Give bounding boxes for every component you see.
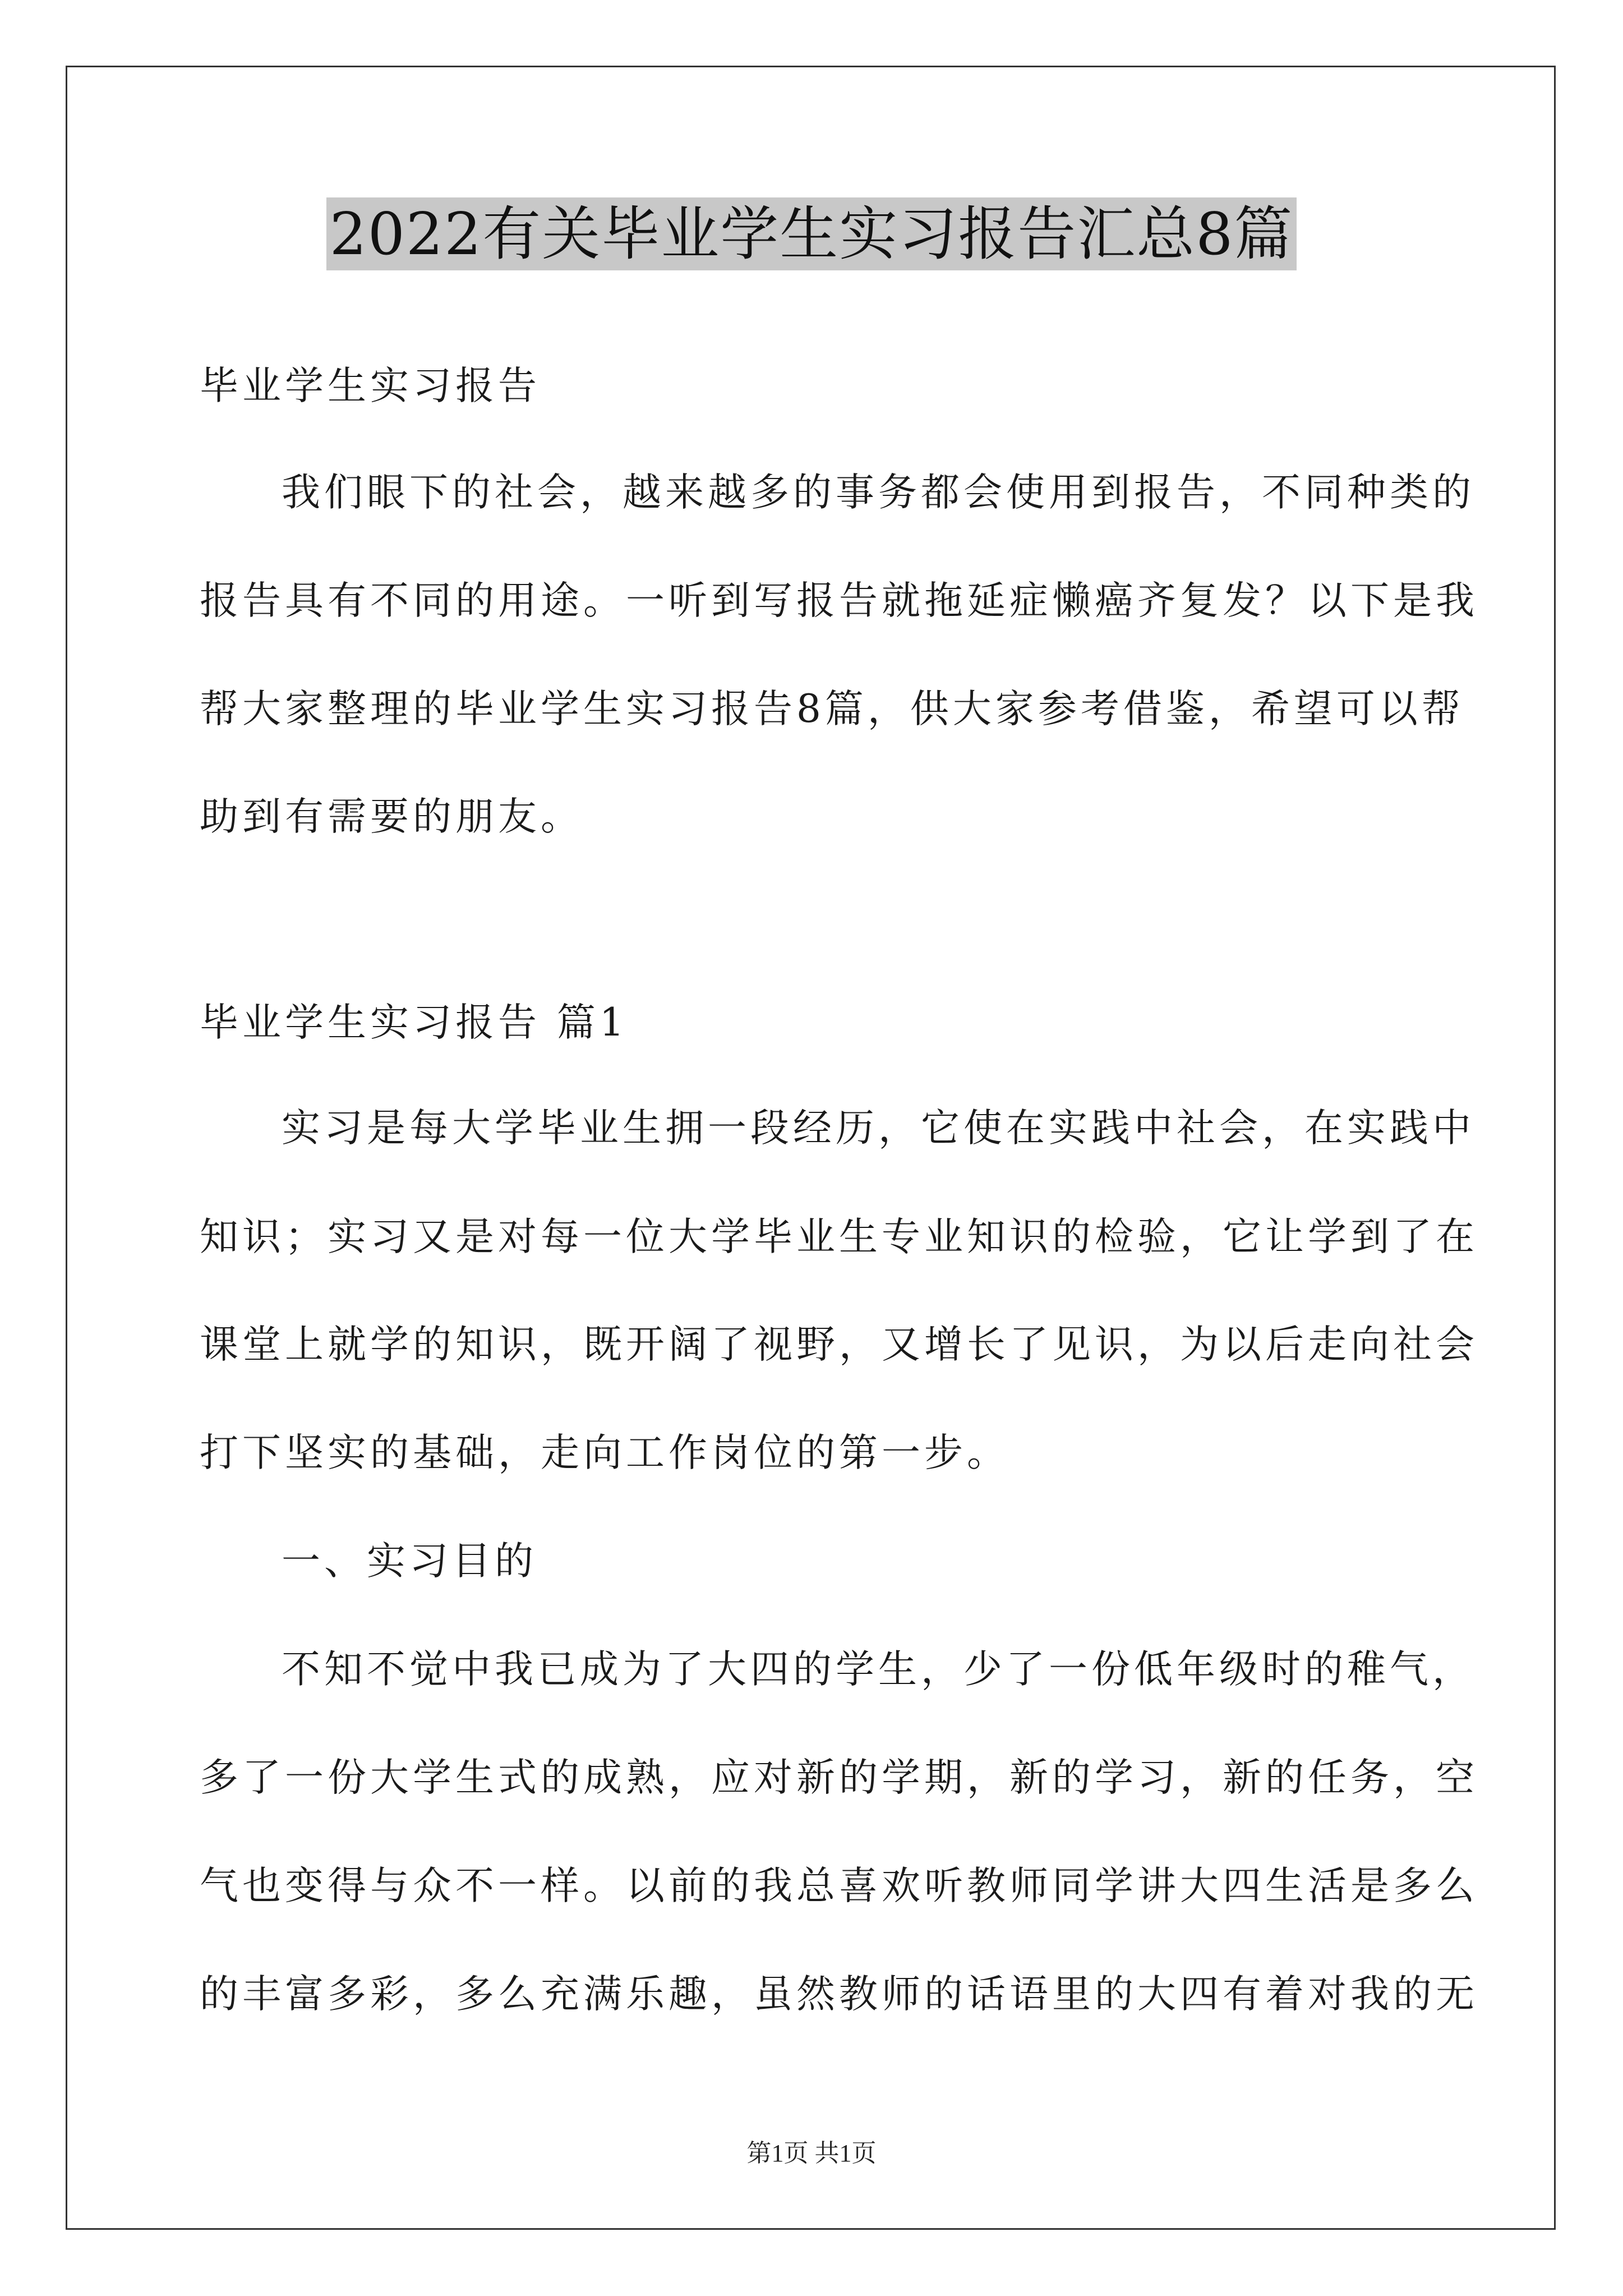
article-heading: 毕业学生实习报告 篇1 <box>200 1000 628 1045</box>
para2-line-1: 不知不觉中我已成为了大四的学生，少了一份低年级时的稚气， <box>282 1647 1475 1692</box>
intro-line-3: 帮大家整理的毕业学生实习报告8篇，供大家参考借鉴，希望可以帮 <box>200 687 1464 731</box>
para1-line-1: 实习是每大学毕业生拥一段经历，它使在实践中社会，在实践中 <box>282 1106 1475 1151</box>
para2-line-2: 多了一份大学生式的成熟，应对新的学期，新的学习，新的任务，空 <box>200 1755 1478 1800</box>
subheading-purpose: 一、实习目的 <box>282 1539 537 1584</box>
para1-line-4: 打下坚实的基础，走向工作岗位的第一步。 <box>200 1430 1009 1475</box>
para2-line-3: 气也变得与众不一样。以前的我总喜欢听教师同学讲大四生活是多么 <box>200 1864 1478 1908</box>
title-container <box>0 197 1623 270</box>
document-title: 2022有关毕业学生实习报告汇总8篇 <box>326 197 1297 270</box>
para1-line-2: 知识；实习又是对每一位大学毕业生专业知识的检验，它让学到了在 <box>200 1214 1478 1259</box>
intro-line-1: 我们眼下的社会，越来越多的事务都会使用到报告，不同种类的 <box>282 470 1475 515</box>
para2-line-4: 的丰富多彩，多么充满乐趣，虽然教师的话语里的大四有着对我的无 <box>200 1972 1478 2017</box>
para1-line-3: 课堂上就学的知识，既开阔了视野，又增长了见识，为以后走向社会 <box>200 1322 1478 1367</box>
intro-line-2: 报告具有不同的用途。一听到写报告就拖延症懒癌齐复发？以下是我 <box>200 578 1478 623</box>
page-footer: 第1页 共1页 <box>746 2139 877 2167</box>
intro-line-4: 助到有需要的朋友。 <box>200 794 583 839</box>
section-heading: 毕业学生实习报告 <box>200 364 541 408</box>
